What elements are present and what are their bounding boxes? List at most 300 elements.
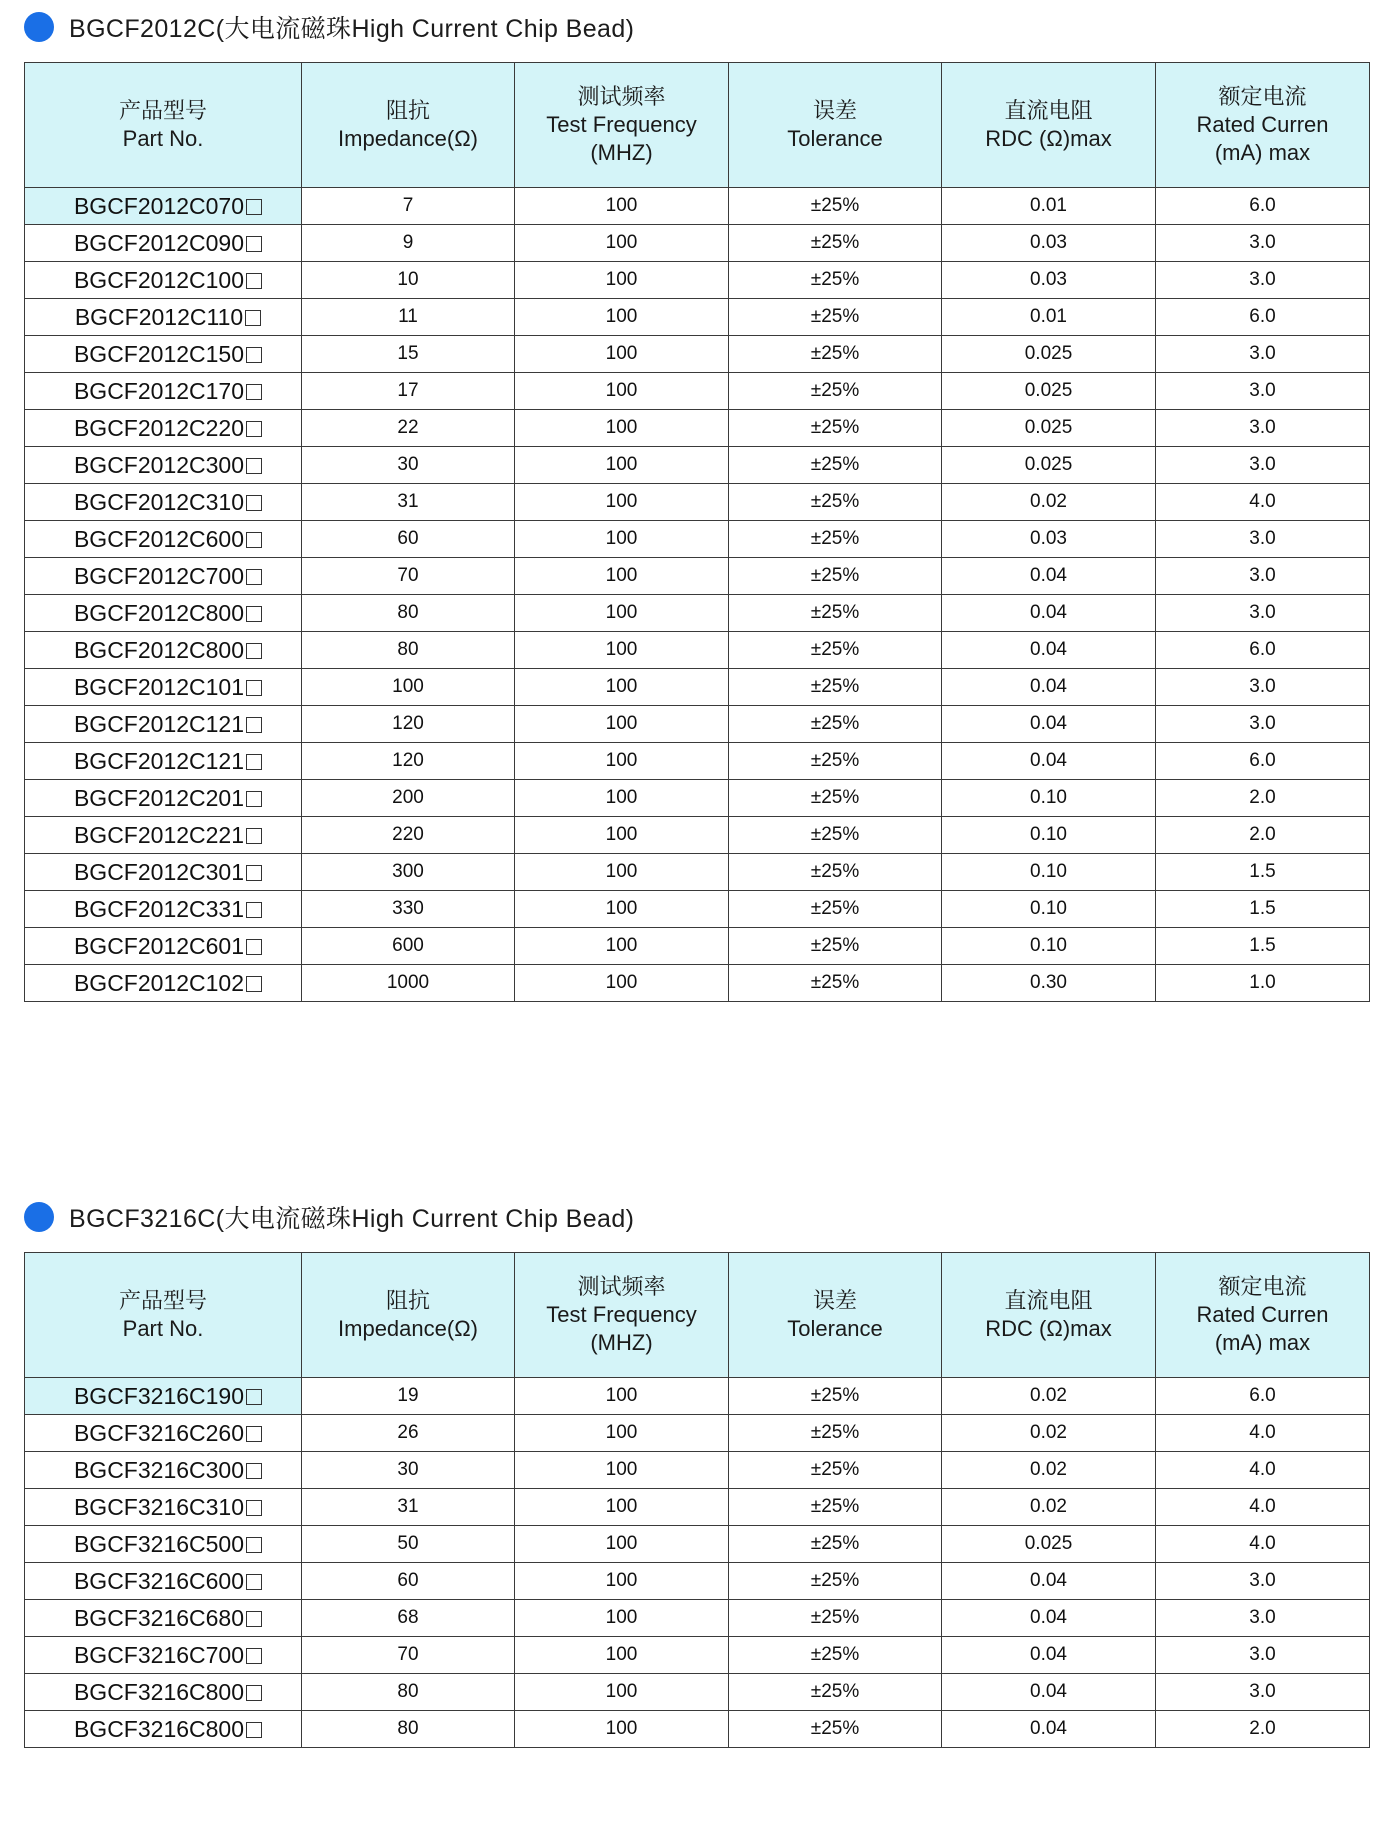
part-number-text: BGCF2012C110 bbox=[74, 303, 244, 330]
suffix-box-icon bbox=[246, 569, 262, 585]
cell-part-no bbox=[25, 1674, 302, 1711]
cell-test-frequency: 100 bbox=[515, 1452, 729, 1489]
cell-part-no bbox=[25, 1489, 302, 1526]
cell-tolerance: ±25% bbox=[729, 1600, 942, 1637]
cell-impedance: 80 bbox=[302, 1674, 515, 1711]
suffix-box-icon bbox=[246, 458, 262, 474]
cell-rdc: 0.02 bbox=[942, 1378, 1156, 1415]
cell-part-no bbox=[25, 1526, 302, 1563]
cell-impedance: 70 bbox=[302, 1637, 515, 1674]
cell-impedance: 31 bbox=[302, 1489, 515, 1526]
cell-rated-current: 2.0 bbox=[1156, 817, 1370, 854]
header-line: Test Frequency bbox=[546, 112, 697, 137]
cell-impedance: 11 bbox=[302, 299, 515, 336]
header-rdc bbox=[942, 63, 1156, 188]
cell-impedance: 30 bbox=[302, 447, 515, 484]
table-header-row bbox=[25, 63, 1370, 188]
cell-part-no bbox=[25, 299, 302, 336]
cell-tolerance: ±25% bbox=[729, 521, 942, 558]
cell-tolerance: ±25% bbox=[729, 1415, 942, 1452]
part-number-text: BGCF2012C600 bbox=[73, 525, 245, 552]
header-line: 直流电阻 bbox=[1004, 98, 1093, 123]
cell-rated-current: 3.0 bbox=[1156, 558, 1370, 595]
cell-tolerance: ±25% bbox=[729, 706, 942, 743]
suffix-box-icon bbox=[246, 384, 262, 400]
header-line: 误差 bbox=[812, 98, 857, 123]
cell-test-frequency: 100 bbox=[515, 447, 729, 484]
cell-impedance: 120 bbox=[302, 743, 515, 780]
header-line: Impedance(Ω) bbox=[338, 126, 478, 151]
cell-part-no bbox=[25, 410, 302, 447]
cell-rated-current: 2.0 bbox=[1156, 780, 1370, 817]
cell-test-frequency: 100 bbox=[515, 928, 729, 965]
table-row bbox=[25, 1489, 1370, 1526]
cell-impedance: 80 bbox=[302, 632, 515, 669]
cell-tolerance: ±25% bbox=[729, 188, 942, 225]
cell-test-frequency: 100 bbox=[515, 1415, 729, 1452]
cell-test-frequency: 100 bbox=[515, 1637, 729, 1674]
part-number-text: BGCF2012C121 bbox=[73, 747, 245, 774]
part-number-text: BGCF3216C260 bbox=[73, 1419, 245, 1446]
suffix-box-icon bbox=[246, 532, 262, 548]
cell-part-no bbox=[25, 1452, 302, 1489]
cell-tolerance: ±25% bbox=[729, 373, 942, 410]
cell-impedance: 68 bbox=[302, 1600, 515, 1637]
cell-test-frequency: 100 bbox=[515, 632, 729, 669]
cell-rated-current: 1.0 bbox=[1156, 965, 1370, 1002]
cell-impedance: 10 bbox=[302, 262, 515, 299]
table-row bbox=[25, 743, 1370, 780]
cell-test-frequency: 100 bbox=[515, 780, 729, 817]
cell-part-no bbox=[25, 965, 302, 1002]
header-line: Rated Curren bbox=[1196, 1302, 1329, 1327]
header-line: Impedance(Ω) bbox=[338, 1316, 478, 1341]
part-number-text: BGCF2012C300 bbox=[73, 451, 245, 478]
cell-impedance: 80 bbox=[302, 595, 515, 632]
cell-impedance: 22 bbox=[302, 410, 515, 447]
part-number-text: BGCF2012C150 bbox=[73, 340, 245, 367]
part-number-text: BGCF3216C800 bbox=[73, 1678, 245, 1705]
cell-test-frequency: 100 bbox=[515, 299, 729, 336]
cell-test-frequency: 100 bbox=[515, 1674, 729, 1711]
table-row bbox=[25, 632, 1370, 669]
cell-part-no bbox=[25, 521, 302, 558]
header-part-no bbox=[25, 63, 302, 188]
header-line: Part No. bbox=[122, 126, 204, 151]
table-row bbox=[25, 1452, 1370, 1489]
cell-rated-current: 2.0 bbox=[1156, 1711, 1370, 1748]
cell-test-frequency: 100 bbox=[515, 1489, 729, 1526]
table-row bbox=[25, 706, 1370, 743]
header-line: 阻抗 bbox=[385, 1288, 430, 1313]
header-line: RDC (Ω)max bbox=[985, 1316, 1112, 1341]
cell-test-frequency: 100 bbox=[515, 817, 729, 854]
suffix-box-icon bbox=[246, 1463, 262, 1479]
cell-rdc: 0.025 bbox=[942, 1526, 1156, 1563]
header-test-frequency bbox=[515, 63, 729, 188]
part-number-text: BGCF3216C800 bbox=[73, 1715, 245, 1742]
bgcf3216c-spec-table bbox=[24, 1252, 1370, 1748]
table-row bbox=[25, 1526, 1370, 1563]
cell-test-frequency: 100 bbox=[515, 706, 729, 743]
cell-test-frequency: 100 bbox=[515, 521, 729, 558]
table-row bbox=[25, 965, 1370, 1002]
cell-test-frequency: 100 bbox=[515, 484, 729, 521]
suffix-box-icon bbox=[246, 791, 262, 807]
cell-rated-current: 4.0 bbox=[1156, 1526, 1370, 1563]
table-row bbox=[25, 1415, 1370, 1452]
cell-rated-current: 3.0 bbox=[1156, 1563, 1370, 1600]
cell-part-no bbox=[25, 373, 302, 410]
suffix-box-icon bbox=[246, 1611, 262, 1627]
table-row bbox=[25, 1637, 1370, 1674]
cell-impedance: 60 bbox=[302, 1563, 515, 1600]
suffix-box-icon bbox=[246, 1426, 262, 1442]
table-row bbox=[25, 1600, 1370, 1637]
suffix-box-icon bbox=[246, 1574, 262, 1590]
header-rdc bbox=[942, 1253, 1156, 1378]
cell-impedance: 9 bbox=[302, 225, 515, 262]
cell-rated-current: 6.0 bbox=[1156, 632, 1370, 669]
cell-impedance: 7 bbox=[302, 188, 515, 225]
part-number-text: BGCF2012C310 bbox=[73, 488, 245, 515]
suffix-box-icon bbox=[246, 199, 262, 215]
cell-impedance: 100 bbox=[302, 669, 515, 706]
cell-tolerance: ±25% bbox=[729, 558, 942, 595]
cell-rated-current: 1.5 bbox=[1156, 891, 1370, 928]
cell-impedance: 50 bbox=[302, 1526, 515, 1563]
cell-rdc: 0.04 bbox=[942, 706, 1156, 743]
cell-rated-current: 4.0 bbox=[1156, 484, 1370, 521]
cell-part-no bbox=[25, 558, 302, 595]
suffix-box-icon bbox=[246, 902, 262, 918]
cell-tolerance: ±25% bbox=[729, 1637, 942, 1674]
part-number-text: BGCF2012C221 bbox=[73, 821, 245, 848]
cell-rated-current: 6.0 bbox=[1156, 1378, 1370, 1415]
cell-test-frequency: 100 bbox=[515, 965, 729, 1002]
suffix-box-icon bbox=[246, 1685, 262, 1701]
cell-part-no bbox=[25, 484, 302, 521]
header-line: Test Frequency bbox=[546, 1302, 697, 1327]
cell-rdc: 0.02 bbox=[942, 1452, 1156, 1489]
cell-impedance: 60 bbox=[302, 521, 515, 558]
cell-rated-current: 3.0 bbox=[1156, 225, 1370, 262]
suffix-box-icon bbox=[246, 421, 262, 437]
cell-part-no bbox=[25, 1378, 302, 1415]
cell-test-frequency: 100 bbox=[515, 262, 729, 299]
part-number-text: BGCF3216C310 bbox=[73, 1493, 245, 1520]
cell-rdc: 0.02 bbox=[942, 484, 1156, 521]
cell-rated-current: 3.0 bbox=[1156, 447, 1370, 484]
cell-part-no bbox=[25, 743, 302, 780]
part-number-text: BGCF3216C300 bbox=[73, 1456, 245, 1483]
cell-rated-current: 4.0 bbox=[1156, 1489, 1370, 1526]
header-line: 产品型号 bbox=[118, 1288, 207, 1313]
header-tolerance bbox=[729, 1253, 942, 1378]
cell-impedance: 1000 bbox=[302, 965, 515, 1002]
header-rated-current bbox=[1156, 1253, 1370, 1378]
cell-rdc: 0.03 bbox=[942, 521, 1156, 558]
header-line: Rated Curren bbox=[1196, 112, 1329, 137]
cell-rated-current: 4.0 bbox=[1156, 1452, 1370, 1489]
cell-tolerance: ±25% bbox=[729, 225, 942, 262]
cell-impedance: 220 bbox=[302, 817, 515, 854]
cell-part-no bbox=[25, 669, 302, 706]
cell-part-no bbox=[25, 891, 302, 928]
cell-tolerance: ±25% bbox=[729, 447, 942, 484]
cell-part-no bbox=[25, 1415, 302, 1452]
cell-tolerance: ±25% bbox=[729, 780, 942, 817]
table-row bbox=[25, 262, 1370, 299]
cell-tolerance: ±25% bbox=[729, 1711, 942, 1748]
cell-test-frequency: 100 bbox=[515, 743, 729, 780]
header-part-no bbox=[25, 1253, 302, 1378]
header-rated-current bbox=[1156, 63, 1370, 188]
cell-tolerance: ±25% bbox=[729, 891, 942, 928]
cell-rated-current: 6.0 bbox=[1156, 188, 1370, 225]
header-line: 产品型号 bbox=[118, 98, 207, 123]
cell-test-frequency: 100 bbox=[515, 1600, 729, 1637]
suffix-box-icon bbox=[246, 976, 262, 992]
cell-rdc: 0.04 bbox=[942, 669, 1156, 706]
part-number-text: BGCF2012C090 bbox=[73, 229, 245, 256]
header-line: 直流电阻 bbox=[1004, 1288, 1093, 1313]
suffix-box-icon bbox=[246, 1389, 262, 1405]
header-line: 测试频率 bbox=[577, 84, 666, 109]
part-number-text: BGCF2012C331 bbox=[73, 895, 245, 922]
cell-test-frequency: 100 bbox=[515, 595, 729, 632]
cell-rated-current: 3.0 bbox=[1156, 262, 1370, 299]
suffix-box-icon bbox=[246, 643, 262, 659]
part-number-text: BGCF3216C190 bbox=[73, 1382, 245, 1409]
table-row bbox=[25, 225, 1370, 262]
cell-part-no bbox=[25, 336, 302, 373]
part-number-text: BGCF3216C700 bbox=[73, 1641, 245, 1668]
cell-rdc: 0.04 bbox=[942, 558, 1156, 595]
cell-tolerance: ±25% bbox=[729, 1489, 942, 1526]
cell-rdc: 0.04 bbox=[942, 632, 1156, 669]
cell-part-no bbox=[25, 262, 302, 299]
cell-tolerance: ±25% bbox=[729, 1452, 942, 1489]
cell-tolerance: ±25% bbox=[729, 928, 942, 965]
cell-tolerance: ±25% bbox=[729, 1378, 942, 1415]
cell-tolerance: ±25% bbox=[729, 262, 942, 299]
part-number-text: BGCF2012C700 bbox=[73, 562, 245, 589]
part-number-text: BGCF2012C601 bbox=[73, 932, 245, 959]
table-row bbox=[25, 447, 1370, 484]
cell-part-no bbox=[25, 225, 302, 262]
part-number-text: BGCF2012C170 bbox=[73, 377, 245, 404]
suffix-box-icon bbox=[246, 1537, 262, 1553]
table-row bbox=[25, 669, 1370, 706]
bgcf2012c-spec-table bbox=[24, 62, 1370, 1002]
header-line: 额定电流 bbox=[1218, 1274, 1307, 1299]
cell-part-no bbox=[25, 595, 302, 632]
cell-tolerance: ±25% bbox=[729, 669, 942, 706]
cell-tolerance: ±25% bbox=[729, 595, 942, 632]
table-row bbox=[25, 817, 1370, 854]
header-impedance bbox=[302, 1253, 515, 1378]
table-row bbox=[25, 928, 1370, 965]
cell-impedance: 70 bbox=[302, 558, 515, 595]
cell-rdc: 0.03 bbox=[942, 225, 1156, 262]
cell-rdc: 0.01 bbox=[942, 299, 1156, 336]
cell-test-frequency: 100 bbox=[515, 1711, 729, 1748]
cell-impedance: 19 bbox=[302, 1378, 515, 1415]
table-row bbox=[25, 336, 1370, 373]
header-impedance bbox=[302, 63, 515, 188]
cell-test-frequency: 100 bbox=[515, 1563, 729, 1600]
cell-impedance: 120 bbox=[302, 706, 515, 743]
cell-tolerance: ±25% bbox=[729, 1563, 942, 1600]
cell-test-frequency: 100 bbox=[515, 225, 729, 262]
cell-rdc: 0.025 bbox=[942, 336, 1156, 373]
cell-tolerance: ±25% bbox=[729, 336, 942, 373]
header-line: RDC (Ω)max bbox=[985, 126, 1112, 151]
cell-impedance: 15 bbox=[302, 336, 515, 373]
bullet-dot-icon bbox=[24, 1202, 54, 1232]
cell-part-no bbox=[25, 817, 302, 854]
suffix-box-icon bbox=[246, 347, 262, 363]
bullet-dot-icon bbox=[24, 12, 54, 42]
header-tolerance bbox=[729, 63, 942, 188]
cell-part-no bbox=[25, 632, 302, 669]
cell-rated-current: 3.0 bbox=[1156, 669, 1370, 706]
header-line: Tolerance bbox=[787, 126, 883, 151]
cell-test-frequency: 100 bbox=[515, 558, 729, 595]
header-test-frequency bbox=[515, 1253, 729, 1378]
cell-tolerance: ±25% bbox=[729, 484, 942, 521]
table-header-row bbox=[25, 1253, 1370, 1378]
cell-test-frequency: 100 bbox=[515, 410, 729, 447]
table-row bbox=[25, 595, 1370, 632]
header-line: (MHZ) bbox=[590, 1330, 653, 1355]
suffix-box-icon bbox=[246, 1500, 262, 1516]
cell-test-frequency: 100 bbox=[515, 188, 729, 225]
suffix-box-icon bbox=[246, 939, 262, 955]
table-row bbox=[25, 558, 1370, 595]
part-number-text: BGCF2012C070 bbox=[73, 192, 245, 219]
suffix-box-icon bbox=[246, 495, 262, 511]
cell-rdc: 0.30 bbox=[942, 965, 1156, 1002]
cell-tolerance: ±25% bbox=[729, 817, 942, 854]
cell-rdc: 0.01 bbox=[942, 188, 1156, 225]
table-row bbox=[25, 854, 1370, 891]
part-number-text: BGCF2012C800 bbox=[73, 599, 245, 626]
cell-test-frequency: 100 bbox=[515, 1378, 729, 1415]
header-line: (mA) max bbox=[1214, 140, 1311, 165]
header-line: Tolerance bbox=[787, 1316, 883, 1341]
cell-test-frequency: 100 bbox=[515, 336, 729, 373]
table-row bbox=[25, 521, 1370, 558]
cell-tolerance: ±25% bbox=[729, 1674, 942, 1711]
suffix-box-icon bbox=[246, 606, 262, 622]
cell-rated-current: 1.5 bbox=[1156, 854, 1370, 891]
table-row bbox=[25, 299, 1370, 336]
cell-rated-current: 3.0 bbox=[1156, 521, 1370, 558]
part-number-text: BGCF2012C201 bbox=[73, 784, 245, 811]
cell-rated-current: 6.0 bbox=[1156, 743, 1370, 780]
table-row bbox=[25, 1711, 1370, 1748]
bgcf2012c-section bbox=[24, 2, 1369, 1150]
suffix-box-icon bbox=[246, 236, 262, 252]
suffix-box-icon bbox=[246, 273, 262, 289]
cell-part-no bbox=[25, 188, 302, 225]
cell-impedance: 80 bbox=[302, 1711, 515, 1748]
cell-rated-current: 4.0 bbox=[1156, 1415, 1370, 1452]
cell-tolerance: ±25% bbox=[729, 743, 942, 780]
cell-rdc: 0.04 bbox=[942, 1563, 1156, 1600]
suffix-box-icon bbox=[246, 828, 262, 844]
cell-test-frequency: 100 bbox=[515, 891, 729, 928]
cell-rated-current: 3.0 bbox=[1156, 336, 1370, 373]
cell-part-no bbox=[25, 854, 302, 891]
cell-impedance: 26 bbox=[302, 1415, 515, 1452]
suffix-box-icon bbox=[246, 1648, 262, 1664]
header-line: 误差 bbox=[812, 1288, 857, 1313]
part-number-text: BGCF3216C680 bbox=[73, 1604, 245, 1631]
cell-rdc: 0.025 bbox=[942, 447, 1156, 484]
bgcf3216c-section bbox=[24, 1192, 1369, 1822]
table-row bbox=[25, 1378, 1370, 1415]
cell-rdc: 0.10 bbox=[942, 817, 1156, 854]
cell-test-frequency: 100 bbox=[515, 373, 729, 410]
cell-rated-current: 3.0 bbox=[1156, 595, 1370, 632]
cell-impedance: 300 bbox=[302, 854, 515, 891]
cell-part-no bbox=[25, 1637, 302, 1674]
cell-part-no bbox=[25, 1563, 302, 1600]
cell-part-no bbox=[25, 1600, 302, 1637]
section-title bbox=[24, 1192, 634, 1242]
table-row bbox=[25, 780, 1370, 817]
header-line: 额定电流 bbox=[1218, 84, 1307, 109]
part-number-text: BGCF2012C121 bbox=[73, 710, 245, 737]
part-number-text: BGCF2012C101 bbox=[73, 673, 245, 700]
cell-rdc: 0.04 bbox=[942, 1711, 1156, 1748]
table-row bbox=[25, 1563, 1370, 1600]
cell-impedance: 17 bbox=[302, 373, 515, 410]
cell-rdc: 0.04 bbox=[942, 1600, 1156, 1637]
cell-tolerance: ±25% bbox=[729, 965, 942, 1002]
cell-rated-current: 3.0 bbox=[1156, 1637, 1370, 1674]
cell-rated-current: 3.0 bbox=[1156, 1674, 1370, 1711]
suffix-box-icon bbox=[246, 717, 262, 733]
cell-rdc: 0.025 bbox=[942, 410, 1156, 447]
table-row bbox=[25, 188, 1370, 225]
suffix-box-icon bbox=[246, 865, 262, 881]
part-number-text: BGCF2012C220 bbox=[73, 414, 245, 441]
cell-rated-current: 3.0 bbox=[1156, 706, 1370, 743]
cell-impedance: 200 bbox=[302, 780, 515, 817]
cell-impedance: 330 bbox=[302, 891, 515, 928]
cell-rdc: 0.04 bbox=[942, 1674, 1156, 1711]
cell-test-frequency: 100 bbox=[515, 669, 729, 706]
section-title bbox=[24, 2, 634, 52]
cell-part-no bbox=[25, 447, 302, 484]
cell-rdc: 0.10 bbox=[942, 891, 1156, 928]
cell-rdc: 0.04 bbox=[942, 1637, 1156, 1674]
cell-rated-current: 3.0 bbox=[1156, 1600, 1370, 1637]
cell-test-frequency: 100 bbox=[515, 1526, 729, 1563]
cell-test-frequency: 100 bbox=[515, 854, 729, 891]
suffix-box-icon bbox=[246, 1722, 262, 1738]
cell-tolerance: ±25% bbox=[729, 299, 942, 336]
part-number-text: BGCF3216C600 bbox=[73, 1567, 245, 1594]
cell-rdc: 0.10 bbox=[942, 780, 1156, 817]
cell-impedance: 31 bbox=[302, 484, 515, 521]
cell-impedance: 30 bbox=[302, 1452, 515, 1489]
cell-part-no bbox=[25, 706, 302, 743]
